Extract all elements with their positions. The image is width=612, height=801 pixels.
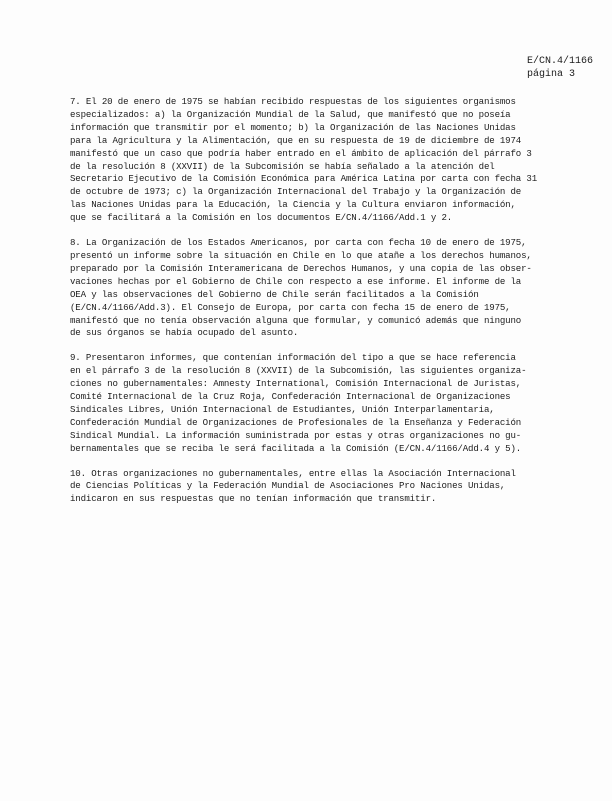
text-line: Comité Internacional de la Cruz Roja, Confederación Internacional de Organizaciones <box>70 391 511 403</box>
document-number: E/CN.4/1166 <box>527 56 594 67</box>
text-line: 8. La Organización de los Estados Americanos, por carta con fecha 10 de enero de 1975, <box>70 237 527 249</box>
text-line: de la resolución 8 (XXVII) de la Subcomisión se había señalado a la atención del <box>70 160 495 172</box>
text-line: Confederación Mundial de Organizaciones de Profesionales de la Enseñanza y Federación <box>70 416 522 428</box>
text-line: en el párrafo 3 de la resolución 8 (XXVII) de la Subcomisión, las siguientes organiza- <box>70 365 527 377</box>
paragraph-7 <box>70 96 600 225</box>
text-line: que se facilitará a la Comisión en los documentos E/CN.4/1166/Add.1 y 2. <box>70 212 453 224</box>
text-line: bernamentales que se reciba le será facilitada a la Comisión (E/CN.4/1166/Add.4 y 5). <box>70 442 522 454</box>
text-line: 10. Otras organizaciones no gubernamentales, entre ellas la Asociación Internacional <box>70 467 516 479</box>
text-line: de sus órganos se había ocupado del asunto. <box>70 327 299 339</box>
text-line: vaciones hechas por el Gobierno de Chile con respecto a ese informe. El informe de la <box>70 275 522 287</box>
text-line: información que transmitir por el momento; b) la Organización de las Naciones Unidas <box>70 121 516 133</box>
text-line: 7. El 20 de enero de 1975 se habían recibido respuestas de los siguientes organismos <box>70 96 516 107</box>
text-line: OEA y las observaciones del Gobierno de Chile serán facilitados a la Comisión <box>70 288 479 300</box>
page-label: página 3 <box>527 68 576 80</box>
text-line: 9. Presentaron informes, que contenían información del tipo a que se hace referencia <box>70 352 516 364</box>
text-line: preparado por la Comisión Interamericana de Derechos Humanos, y una copia de las obser- <box>70 262 532 274</box>
text-line: manifestó que no tenía observación alguna que formular, y comunicó además que ninguno <box>70 314 522 326</box>
text-line: Secretario Ejecutivo de la Comisión Económica para América Latina por carta con fecha 31 <box>70 173 538 185</box>
text-line: para la Agricultura y la Alimentación, que en su respuesta de 19 de diciembre de 1974 <box>70 134 522 146</box>
text-line: (E/CN.4/1166/Add.3). El Consejo de Europa, por carta con fecha 15 de enero de 1975, <box>70 301 511 313</box>
text-line: indicaron en sus respuestas que no tenían información que transmitir. <box>70 493 437 505</box>
document-reference <box>527 56 593 81</box>
text-line: Sindicales Libres, Unión Internacional de Estudiantes, Unión Interparlamentaria, <box>70 403 495 415</box>
text-line: de octubre de 1973; c) la Organización Internacional del Trabajo y la Organización de <box>70 186 522 198</box>
text-line: especializados: a) la Organización Mundial de la Salud, que manifestó que no poseía <box>70 108 511 120</box>
paragraph-9 <box>70 352 600 455</box>
text-line: Sindical Mundial. La información suministrada por estas y otras organizaciones no gu- <box>70 429 522 441</box>
document-body <box>70 96 600 518</box>
paragraph-8 <box>70 237 600 340</box>
text-line: de Ciencias Políticas y la Federación Mundial de Asociaciones Pro Naciones Unidas, <box>70 480 506 492</box>
text-line: presentó un informe sobre la situación en Chile en lo que atañe a los derechos humanos, <box>70 249 532 261</box>
text-line: las Naciones Unidas para la Educación, la Ciencia y la Cultura enviaron información, <box>70 199 516 211</box>
paragraph-10 <box>70 468 600 507</box>
text-line: ciones no gubernamentales: Amnesty International, Comisión Internacional de Juristas, <box>70 378 522 390</box>
text-line: manifestó que un caso que podría haber entrado en el ámbito de aplicación del párrafo 3 <box>70 147 532 159</box>
